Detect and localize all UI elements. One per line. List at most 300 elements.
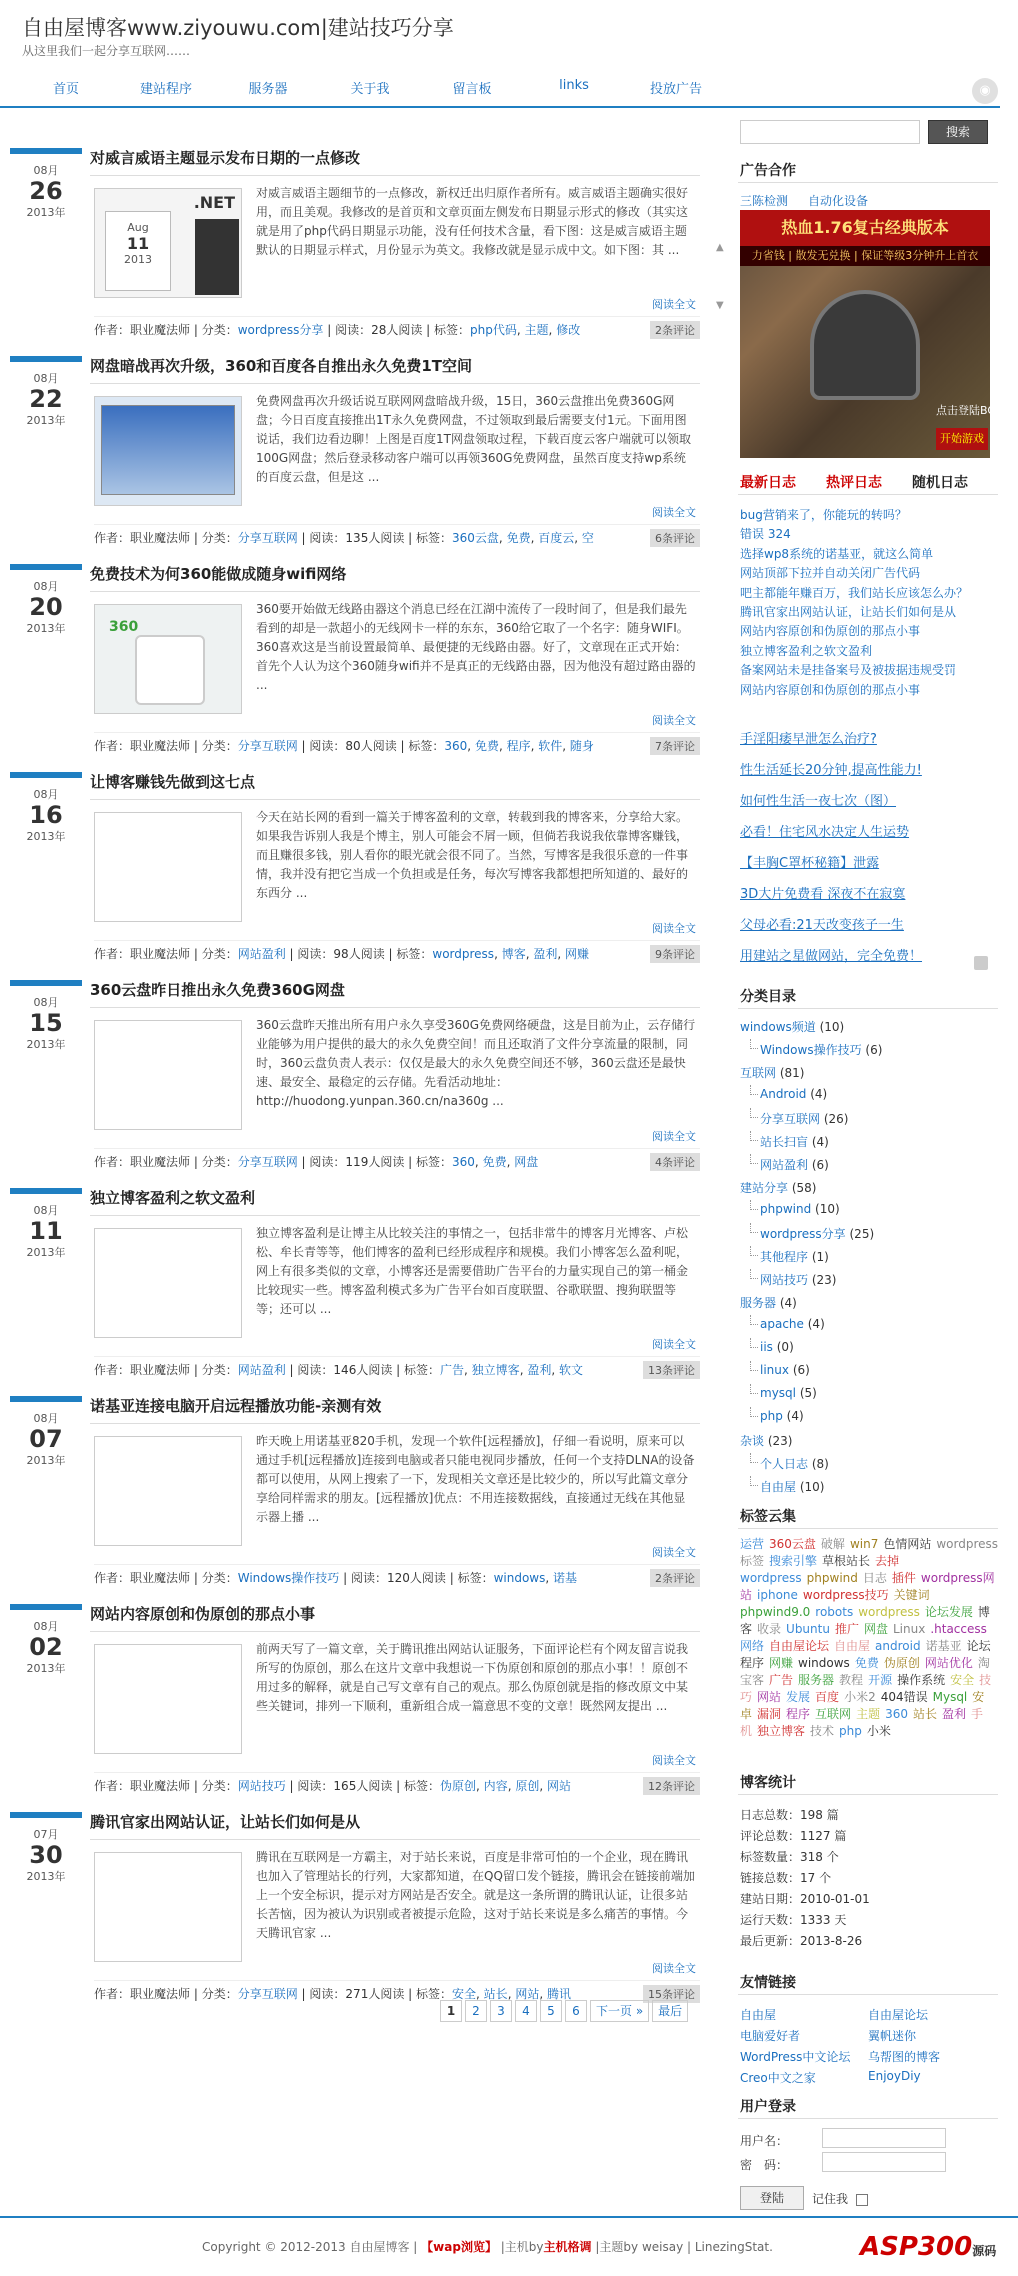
tab-random[interactable]: 随机日志: [912, 475, 968, 491]
tree-line: [750, 1200, 758, 1210]
sponsored-link[interactable]: 【丰胸C罩杯秘籍】泄露: [740, 856, 880, 871]
reads-label: 阅读：: [309, 1155, 346, 1169]
category-name[interactable]: 其他程序: [760, 1250, 809, 1264]
nav-servers[interactable]: 服务器: [248, 82, 288, 97]
tag-link[interactable]: 网赚: [769, 1656, 794, 1670]
tag-link[interactable]: 运营: [740, 1537, 765, 1551]
comment-count[interactable]: 12条评论: [643, 1777, 700, 1795]
nav-guestbook[interactable]: 留言板: [452, 82, 492, 97]
recent-post-link[interactable]: 网站顶部下拉并自动关闭广告代码: [740, 566, 921, 581]
article-tag[interactable]: 360: [444, 739, 468, 753]
date-month: 07月: [33, 1828, 59, 1841]
tag-link[interactable]: iphone: [757, 1588, 798, 1602]
category-item[interactable]: [760, 1156, 829, 1173]
tag-link[interactable]: wordpress网站: [740, 1571, 995, 1602]
tag-link[interactable]: php: [839, 1724, 862, 1738]
close-icon[interactable]: [974, 956, 988, 970]
friend-link[interactable]: 翼帆迷你: [868, 2029, 917, 2043]
tag-link[interactable]: 网盘: [863, 1622, 888, 1636]
wap-link[interactable]: 【wap浏览】: [421, 2240, 497, 2254]
category-label: 分类：: [201, 1155, 238, 1169]
tag-link[interactable]: 360: [885, 1707, 908, 1721]
article-tag[interactable]: 主题: [524, 323, 549, 337]
article-category[interactable]: Windows操作技巧: [237, 1571, 340, 1585]
tag-link[interactable]: 小米: [866, 1724, 891, 1738]
tag-link[interactable]: Mysql: [932, 1690, 968, 1704]
tag-link[interactable]: phpwind9.0: [740, 1605, 811, 1619]
category-name[interactable]: windows频道: [740, 1020, 816, 1034]
read-more-link[interactable]: 阅读全文: [652, 1130, 696, 1143]
nav-links[interactable]: links: [559, 78, 589, 93]
comment-count[interactable]: 2条评论: [650, 321, 700, 339]
category-name[interactable]: wordpress分享: [760, 1227, 846, 1241]
stat-item: 标签数量：318 个: [740, 1850, 839, 1864]
category-name[interactable]: 站长扫盲: [760, 1135, 809, 1149]
tag-link[interactable]: 广告: [769, 1673, 794, 1687]
category-item[interactable]: [760, 1271, 836, 1288]
tag-link[interactable]: 网络: [740, 1639, 765, 1653]
tag-link[interactable]: 404错误: [880, 1690, 928, 1704]
tag-link[interactable]: 自由屋: [834, 1639, 871, 1653]
ad-start-button[interactable]: 开始游戏: [936, 428, 988, 450]
article-excerpt: 今天在站长网的看到一篇关于博客盈利的文章，转载到我的博客来，分享给大家。如果我告诉别人我是个博主，别人可能会不屑一顾，但倘若我说我依靠博客赚钱，而且赚很多钱，别人看你的眼光就会很不同了。当然，写博客是我很乐意的一件事情，我并没有把它当成一个负担或是任务，每次写博客我都想把所知道的、最好的东西分 ...: [256, 810, 689, 900]
tree-line: [750, 1154, 758, 1164]
read-more-link[interactable]: 阅读全文: [652, 1962, 696, 1975]
friend-link[interactable]: 自由屋: [740, 2008, 777, 2022]
date-day: 15: [29, 1009, 63, 1037]
tag-link[interactable]: 淘宝客: [740, 1656, 990, 1687]
tag-link[interactable]: 站长: [912, 1707, 937, 1721]
category-count: (10): [799, 1480, 825, 1494]
friend-link[interactable]: EnjoyDiy: [868, 2069, 921, 2083]
comment-count[interactable]: 4条评论: [650, 1153, 700, 1171]
tag-link[interactable]: android: [875, 1639, 921, 1653]
article-title[interactable]: 360云盘昨日推出永久免费360G网盘: [90, 980, 700, 1008]
sponsored-link[interactable]: 必看！住宅风水决定人生运势: [740, 825, 910, 840]
article-tag[interactable]: 免费: [506, 531, 531, 545]
category-name[interactable]: 分享互联网: [760, 1112, 821, 1126]
read-count: 146人阅读: [333, 1363, 393, 1377]
recent-post-link[interactable]: 网站内容原创和伪原创的那点小事: [740, 682, 921, 697]
category-count: (25): [849, 1227, 875, 1241]
article-tag[interactable]: 360云盘: [452, 531, 499, 545]
article-title[interactable]: 免费技术为何360能做成随身wifi网络: [90, 564, 700, 592]
tag-link[interactable]: 免费: [854, 1656, 879, 1670]
comment-count[interactable]: 15条评论: [643, 1985, 700, 2003]
game-ad-banner[interactable]: [740, 210, 1010, 458]
category-name[interactable]: Windows操作技巧: [760, 1043, 862, 1057]
tag-link[interactable]: 技巧: [740, 1673, 992, 1704]
tag-link[interactable]: 百度: [815, 1690, 840, 1704]
category-label: 分类：: [201, 531, 238, 545]
tag-link[interactable]: 小米2: [844, 1690, 876, 1704]
article-meta: 作者：职业魔法师 | 分类：Windows操作技巧 | 阅读：120人阅读 | 标签：windows, 诺基 2条评论: [94, 1564, 700, 1586]
category-name[interactable]: iis: [760, 1340, 773, 1354]
category-item[interactable]: [760, 1202, 840, 1216]
author: 职业魔法师: [130, 1987, 191, 2001]
recent-post-link[interactable]: 独立博客盈利之软文盈利: [740, 643, 873, 658]
category-item[interactable]: [760, 1409, 804, 1423]
article-tag[interactable]: 软文: [558, 1363, 583, 1377]
category-count: (6): [811, 1158, 829, 1172]
category-item[interactable]: [760, 1225, 874, 1242]
article-thumbnail[interactable]: [94, 812, 242, 922]
date-year: 2013年: [26, 1662, 66, 1675]
category-name[interactable]: 杂谈: [740, 1434, 765, 1448]
tag-link[interactable]: 安全: [950, 1673, 975, 1687]
friend-link[interactable]: 电脑爱好者: [740, 2029, 801, 2043]
author: 职业魔法师: [130, 1363, 191, 1377]
article-thumbnail[interactable]: [94, 1228, 242, 1338]
category-name[interactable]: Android: [760, 1087, 807, 1101]
tag-link[interactable]: wordpress: [740, 1571, 802, 1585]
article-thumbnail[interactable]: [94, 604, 242, 714]
tag-link[interactable]: 漏洞: [757, 1707, 782, 1721]
ad-banner-text: 热血1.76复古经典版本: [740, 210, 990, 246]
tag-link[interactable]: 360云盘: [769, 1537, 816, 1551]
article-tag[interactable]: 安全: [452, 1987, 477, 2001]
article-tag[interactable]: wordpress: [432, 947, 495, 961]
article-tag[interactable]: 盈利: [533, 947, 558, 961]
date-year: 2013年: [26, 206, 66, 219]
sponsored-link[interactable]: 手淫阳痿早泄怎么治疗?: [740, 732, 877, 747]
remember-checkbox[interactable]: [856, 2194, 868, 2206]
article-title[interactable]: 诺基亚连接电脑开启远程播放功能-亲测有效: [90, 1396, 700, 1424]
article-title[interactable]: 让博客赚钱先做到这七点: [90, 772, 700, 800]
recent-post-link[interactable]: 腾讯官家出网站认证，让站长们如何是从: [740, 605, 957, 619]
tag-link[interactable]: 独立博客: [757, 1724, 806, 1738]
stat-item: 日志总数：198 篇: [740, 1808, 839, 1822]
category-name[interactable]: 互联网: [740, 1066, 777, 1080]
tag-link[interactable]: phpwind: [806, 1571, 858, 1585]
tag-link[interactable]: win7: [849, 1537, 879, 1551]
article-category[interactable]: 分享互联网: [237, 531, 298, 545]
category-name[interactable]: php: [760, 1409, 783, 1423]
article-tag[interactable]: 百度云: [538, 531, 575, 545]
recent-post-link[interactable]: 备案网站未是挂备案号及被拔据违规受罚: [740, 663, 957, 678]
nav-home[interactable]: 首页: [52, 82, 80, 97]
tag-link[interactable]: 关键词: [893, 1588, 930, 1602]
tags-label: 标签：: [404, 1779, 441, 1793]
article-category[interactable]: 网站盈利: [237, 1363, 286, 1377]
comment-count[interactable]: 2条评论: [650, 1569, 700, 1587]
date-year: 2013年: [26, 1454, 66, 1467]
tag-link[interactable]: 网站: [757, 1690, 782, 1704]
read-more-link[interactable]: 阅读全文: [652, 506, 696, 519]
date-day: 30: [29, 1841, 63, 1869]
tag-link[interactable]: 操作系统: [897, 1673, 946, 1687]
article-tag[interactable]: 独立博客: [471, 1363, 520, 1377]
friend-link[interactable]: 乌帮图的博客: [868, 2050, 941, 2064]
category-name[interactable]: 网站技巧: [760, 1273, 809, 1287]
article-tag[interactable]: 博客: [501, 947, 526, 961]
article-tag[interactable]: 空: [581, 531, 594, 545]
tag-link[interactable]: 发展: [786, 1690, 811, 1704]
site-title[interactable]: 自由屋博客www.ziyouwu.com|建站技巧分享: [22, 16, 454, 40]
category-name[interactable]: mysql: [760, 1386, 796, 1400]
article-tag[interactable]: 免费: [474, 739, 499, 753]
category-item[interactable]: [760, 1478, 824, 1495]
friend-link[interactable]: WordPress中文论坛: [740, 2050, 851, 2064]
article-tag[interactable]: 站长: [483, 1987, 508, 2001]
category-item[interactable]: [740, 1432, 792, 1449]
date-month: 08月: [33, 1204, 59, 1217]
category-name[interactable]: apache: [760, 1317, 804, 1331]
page-5[interactable]: 5: [540, 2000, 562, 2022]
article-thumbnail[interactable]: [94, 1644, 242, 1754]
recent-post-link[interactable]: 网站内容原创和伪原创的那点小事: [740, 624, 921, 639]
category-item[interactable]: [760, 1455, 829, 1472]
scroll-down-icon[interactable]: ▼: [716, 300, 724, 311]
tag-link[interactable]: windows: [798, 1656, 850, 1670]
thumb-caption: .NET: [193, 193, 235, 212]
read-count: 80人阅读: [345, 739, 397, 753]
category-count: (6): [865, 1043, 883, 1057]
rss-icon[interactable]: ◉: [972, 78, 998, 104]
tag-link[interactable]: Ubuntu: [786, 1622, 830, 1636]
username-input[interactable]: [822, 2128, 946, 2148]
tag-link[interactable]: robots: [815, 1605, 854, 1619]
article-thumbnail[interactable]: [94, 188, 242, 298]
category-name[interactable]: phpwind: [760, 1202, 812, 1216]
tag-link[interactable]: 色情网站: [883, 1537, 932, 1551]
date-box: [10, 980, 82, 1070]
category-name[interactable]: 服务器: [740, 1296, 777, 1310]
nav-programs[interactable]: 建站程序: [139, 82, 193, 97]
category-name[interactable]: 建站分享: [740, 1181, 789, 1195]
article-tag[interactable]: 网站: [515, 1987, 540, 2001]
read-more-link[interactable]: 阅读全文: [652, 1338, 696, 1351]
article-thumbnail[interactable]: [94, 1436, 242, 1546]
article-tag[interactable]: 程序: [506, 739, 531, 753]
article-category[interactable]: 分享互联网: [237, 1155, 298, 1169]
host-link[interactable]: 主机格调: [543, 2240, 592, 2254]
host-prefix: |主机by: [496, 2240, 544, 2254]
reads-label: 阅读：: [297, 947, 334, 961]
article-meta: 作者：职业魔法师 | 分类：网站盈利 | 阅读：146人阅读 | 标签：广告, 独立博客, 盈利, 软文 13条评论: [94, 1356, 700, 1378]
date-day: 22: [29, 385, 63, 413]
tag-link[interactable]: 互联网: [815, 1707, 852, 1721]
tag-link[interactable]: 技术: [810, 1724, 835, 1738]
category-item[interactable]: [740, 1179, 816, 1196]
article-category[interactable]: 分享互联网: [237, 739, 298, 753]
tag-link[interactable]: 插件: [891, 1571, 916, 1585]
article-tag[interactable]: 软件: [538, 739, 563, 753]
last-page[interactable]: 最后: [652, 2000, 688, 2022]
tags-label: 标签：: [416, 1155, 453, 1169]
article: [10, 1396, 700, 1592]
tree-line: [750, 1476, 758, 1486]
tag-link[interactable]: 论坛发展: [924, 1605, 973, 1619]
category-item[interactable]: [760, 1133, 829, 1150]
article-tag[interactable]: 原创: [515, 1779, 540, 1793]
category-count: (5): [799, 1386, 817, 1400]
article-tag[interactable]: 网盘: [514, 1155, 539, 1169]
category-name[interactable]: linux: [760, 1363, 789, 1377]
article-tag[interactable]: 诺基: [553, 1571, 578, 1585]
article-tag[interactable]: 网站: [546, 1779, 571, 1793]
article-tag[interactable]: 伪原创: [440, 1779, 477, 1793]
thumb-day: 11: [126, 234, 150, 253]
article-category[interactable]: 网站技巧: [237, 1779, 286, 1793]
category-item[interactable]: [740, 1064, 804, 1081]
tag-link[interactable]: 开源: [868, 1673, 893, 1687]
tree-line: [750, 1453, 758, 1463]
tag-link[interactable]: 论坛程序: [740, 1639, 991, 1670]
tag-link[interactable]: 伪原创: [883, 1656, 920, 1670]
author-label: 作者：: [94, 1571, 131, 1585]
reads-label: 阅读：: [297, 1779, 334, 1793]
copyright: Copyright © 2012-2013 自由屋博客 |: [202, 2240, 422, 2254]
article-tag[interactable]: 盈利: [527, 1363, 552, 1377]
category-count: (81): [779, 1066, 805, 1080]
tag-link[interactable]: 诺基亚: [925, 1639, 962, 1653]
tab-recent[interactable]: 最新日志: [740, 475, 796, 491]
category-item[interactable]: [760, 1386, 817, 1400]
tag-link[interactable]: 服务器: [798, 1673, 835, 1687]
article-excerpt: 昨天晚上用诺基亚820手机，发现一个软件[远程播放]，仔细一看说明，原来可以通过手机[远程播放]连接到电脑或者只能电视同步播放，任何一个支持DLNA的设备都可以使用，从网上搜索了一下，发现相关文章还是比较少的，所以写此篇文章分享给同样需求的朋友。[远程播放]优点：不用连接数据线，直接通过无线在其他显示器上播 ...: [256, 1434, 695, 1524]
tag-link[interactable]: wordpress技巧: [802, 1588, 889, 1602]
read-more-link[interactable]: 阅读全文: [652, 1754, 696, 1767]
article-tag[interactable]: 广告: [440, 1363, 465, 1377]
reads-label: 阅读：: [297, 1363, 334, 1377]
ad-link-1[interactable]: 三陈检测: [740, 194, 789, 208]
page-1[interactable]: 1: [440, 2000, 462, 2022]
category-label: 分类：: [201, 1571, 238, 1585]
read-more-link[interactable]: 阅读全文: [652, 714, 696, 727]
article-tag[interactable]: 360: [452, 1155, 475, 1169]
tag-link[interactable]: 程序: [786, 1707, 811, 1721]
sponsored-link[interactable]: 性生活延长20分钟,提高性能力!: [740, 763, 922, 778]
article-title[interactable]: 网盘暗战再次升级，360和百度各自推出永久免费1T空间: [90, 356, 700, 384]
date-day: 20: [29, 593, 63, 621]
category-item[interactable]: [740, 1294, 797, 1311]
sponsored-link[interactable]: 如何性生活一夜七次（图）: [740, 794, 897, 809]
tab-hot[interactable]: 热评日志: [826, 475, 882, 491]
tag-link[interactable]: wordpress: [858, 1605, 920, 1619]
article-tag[interactable]: 内容: [483, 1779, 508, 1793]
article-title[interactable]: 腾讯官家出网站认证，让站长们如何是从: [90, 1812, 700, 1840]
recent-post-link[interactable]: 选择wp8系统的诺基亚，就这么简单: [740, 546, 934, 561]
category-count: (4): [786, 1409, 804, 1423]
article-category[interactable]: wordpress分享: [237, 323, 324, 337]
password-input[interactable]: [822, 2152, 946, 2172]
comment-count[interactable]: 9条评论: [650, 945, 700, 963]
category-name[interactable]: 自由屋: [760, 1480, 797, 1494]
category-item[interactable]: [760, 1248, 829, 1265]
article-thumbnail[interactable]: [94, 396, 242, 506]
tag-link[interactable]: 搜索引擎: [769, 1554, 818, 1568]
tag-link[interactable]: wordpress标签: [740, 1537, 999, 1568]
comment-count[interactable]: 7条评论: [650, 737, 700, 755]
tag-link[interactable]: 盈利: [942, 1707, 967, 1721]
category-item[interactable]: [760, 1110, 848, 1127]
nav-about[interactable]: 关于我: [350, 82, 390, 97]
article-tag[interactable]: 网赚: [565, 947, 590, 961]
friend-link[interactable]: 自由屋论坛: [868, 2008, 929, 2022]
article-category[interactable]: 网站盈利: [237, 947, 286, 961]
tag-link[interactable]: 自由屋论坛: [769, 1639, 830, 1653]
tag-link[interactable]: .htaccess: [930, 1622, 987, 1636]
category-name[interactable]: 个人日志: [760, 1457, 809, 1471]
article-meta: 作者：职业魔法师 | 分类：网站技巧 | 阅读：165人阅读 | 标签：伪原创, 内容, 原创, 网站 12条评论: [94, 1772, 700, 1794]
article-title[interactable]: 对威言威语主题显示发布日期的一点修改: [90, 148, 700, 176]
article-tag[interactable]: 腾讯: [546, 1987, 571, 2001]
tag-link[interactable]: 去掉: [875, 1554, 900, 1568]
scroll-up-icon[interactable]: ▲: [716, 242, 724, 253]
search-button[interactable]: 搜索: [928, 120, 988, 144]
tag-link[interactable]: 草根站长: [822, 1554, 871, 1568]
friend-link[interactable]: Creo中文之家: [740, 2071, 816, 2085]
tag-link[interactable]: 主题: [856, 1707, 881, 1721]
article-thumbnail[interactable]: [94, 1852, 242, 1962]
tag-link[interactable]: Linux: [892, 1622, 926, 1636]
remember-me[interactable]: [812, 2190, 868, 2207]
sponsored-link[interactable]: 3D大片免费看 深夜不在寂寞: [740, 887, 906, 902]
tag-link[interactable]: 手机: [740, 1707, 984, 1738]
author: 职业魔法师: [130, 323, 191, 337]
search-input[interactable]: [740, 120, 920, 144]
category-item[interactable]: [760, 1317, 825, 1331]
category-item[interactable]: [740, 1018, 844, 1035]
page-4[interactable]: 4: [515, 2000, 537, 2022]
article-tag[interactable]: php代码: [470, 323, 517, 337]
recent-post-link[interactable]: 吧主都能年赚百万，我们站长应该怎么办？: [740, 585, 969, 600]
category-item[interactable]: [760, 1087, 827, 1101]
sponsored-link[interactable]: 用建站之星做网站，完全免费！: [740, 949, 923, 964]
article-tag[interactable]: 免费: [482, 1155, 507, 1169]
read-more-link[interactable]: 阅读全文: [652, 298, 696, 311]
password-label: 密 码：: [740, 2158, 789, 2172]
ad-link-2[interactable]: 自动化设备: [808, 194, 869, 208]
comment-count[interactable]: 6条评论: [650, 529, 700, 547]
next-page[interactable]: 下一页 »: [590, 2000, 649, 2022]
tag-link[interactable]: 收录: [757, 1622, 782, 1636]
tag-link[interactable]: 教程: [839, 1673, 864, 1687]
article-thumbnail[interactable]: [94, 1020, 242, 1130]
article-title[interactable]: 网站内容原创和伪原创的那点小事: [90, 1604, 700, 1632]
tag-link[interactable]: 博客: [740, 1605, 990, 1636]
article-tag[interactable]: 修改: [556, 323, 581, 337]
category-item[interactable]: [760, 1041, 882, 1058]
page-6[interactable]: 6: [565, 2000, 587, 2022]
tag-link[interactable]: 日志: [862, 1571, 887, 1585]
login-button[interactable]: 登陆: [740, 2186, 804, 2210]
category-item[interactable]: [760, 1363, 810, 1377]
comment-count[interactable]: 13条评论: [643, 1361, 700, 1379]
read-more-link[interactable]: 阅读全文: [652, 1546, 696, 1559]
tag-link[interactable]: 推广: [834, 1622, 859, 1636]
nav-advertise[interactable]: 投放广告: [649, 82, 703, 97]
sponsored-link[interactable]: 父母必看:21天改变孩子一生: [740, 918, 904, 933]
article-title[interactable]: 独立博客盈利之软文盈利: [90, 1188, 700, 1216]
recent-post-link[interactable]: bug营销来了，你能玩的转吗？: [740, 508, 907, 522]
article-tag[interactable]: 随身: [569, 739, 594, 753]
category-name[interactable]: 网站盈利: [760, 1158, 809, 1172]
page-3[interactable]: 3: [490, 2000, 512, 2022]
read-more-link[interactable]: 阅读全文: [652, 922, 696, 935]
tree-line: [750, 1108, 758, 1118]
tag-link[interactable]: 破解: [820, 1537, 845, 1551]
page-2[interactable]: 2: [465, 2000, 487, 2022]
tag-link[interactable]: 安卓: [740, 1690, 985, 1721]
article-category[interactable]: 分享互联网: [237, 1987, 298, 2001]
category-item[interactable]: [760, 1340, 794, 1354]
article-tag[interactable]: windows: [493, 1571, 546, 1585]
recent-post-link[interactable]: 错误 324: [740, 527, 791, 542]
tag-link[interactable]: 网站优化: [924, 1656, 973, 1670]
category-count: (23): [811, 1273, 837, 1287]
